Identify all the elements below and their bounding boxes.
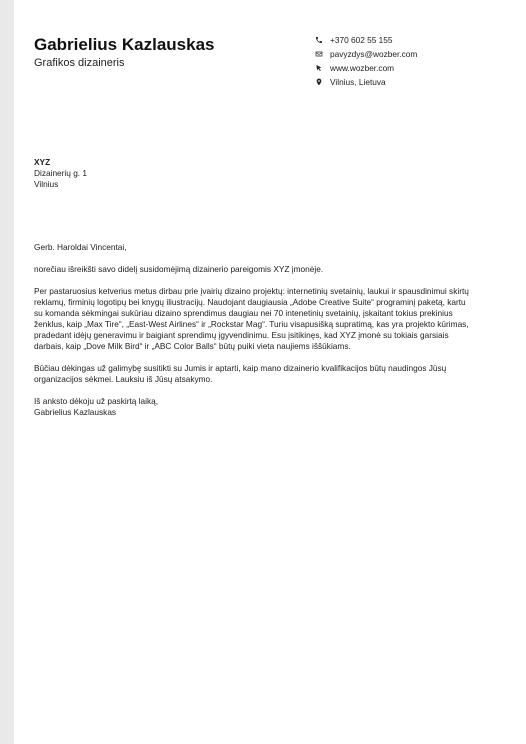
recipient-company: XYZ <box>34 157 51 167</box>
letter-body <box>34 242 474 418</box>
letter-intro: norečiau išreikšti savo didelį susidomėjimą dizainerio pareigomis XYZ įmonėje. <box>34 264 324 274</box>
location-pin-icon <box>314 78 323 87</box>
contact-phone <box>314 33 514 47</box>
applicant-name: Gabrielius Kazlauskas <box>34 35 215 54</box>
contact-email <box>314 47 514 61</box>
recipient-address <box>34 157 87 190</box>
contact-list <box>314 33 514 89</box>
recipient-street: Dizainerių g. 1 <box>34 168 88 178</box>
contact-website <box>314 61 514 75</box>
letter-closing: Iš anksto dėkoju už paskirtą laiką, <box>34 396 159 406</box>
phone-icon <box>314 36 323 45</box>
job-title: Grafikos dizaineris <box>34 57 125 69</box>
website-text: www.wozber.com <box>330 63 395 73</box>
location-text: Vilnius, Lietuva <box>330 77 386 87</box>
letter-greeting: Gerb. Haroldai Vincentai, <box>34 242 127 252</box>
recipient-city: Vilnius <box>34 179 59 189</box>
contact-location <box>314 75 514 89</box>
email-text: pavyzdys@wozber.com <box>330 49 418 59</box>
letter-paragraph-1: Per pastaruosius ketverius metus dirbau prie įvairių dizaino projektų: internetinių svetainių, laukui ir spausdinimui skirtų reklamų, firminių logotipų bei knygų iliustracijų. Naudojant daugiausia „Adobe Creative Suite“ programinį paketą, kartu su komanda sėkmingai sukūriau dizaino sprendimus daugiau nei 70 intenetinių svetainių, įskaitant tokius prekinius ženklus, kaip „Max Tire“, „East-West Airlines“ ir „Rockstar Mag“. Turiu visapusišką supratimą, kas yra projekto kūrimas, pradedant idėjų generavimu ir baigiant sprendimų įgyvendinimu. Esu įsitikinęs, kad XYZ įmonė su tokiais garsiais darbais, kaip „Dove Milk Bird“ ir „ABC Color Balls“ būtų puiki vieta naujiems iššūkiams. <box>34 286 469 351</box>
phone-text: +370 602 55 155 <box>330 35 393 45</box>
letter-page <box>14 0 526 744</box>
mail-icon <box>314 50 323 59</box>
cursor-icon <box>314 64 323 73</box>
letter-paragraph-2: Būčiau dėkingas už galimybę susitikti su Jumis ir aptarti, kaip mano dizainerio kvalifikacijos būtų naudingos Jūsų organizacijos sėkmei. Lauksiu iš Jūsų atsakymo. <box>34 363 447 384</box>
letter-signature: Gabrielius Kazlauskas <box>34 407 117 417</box>
